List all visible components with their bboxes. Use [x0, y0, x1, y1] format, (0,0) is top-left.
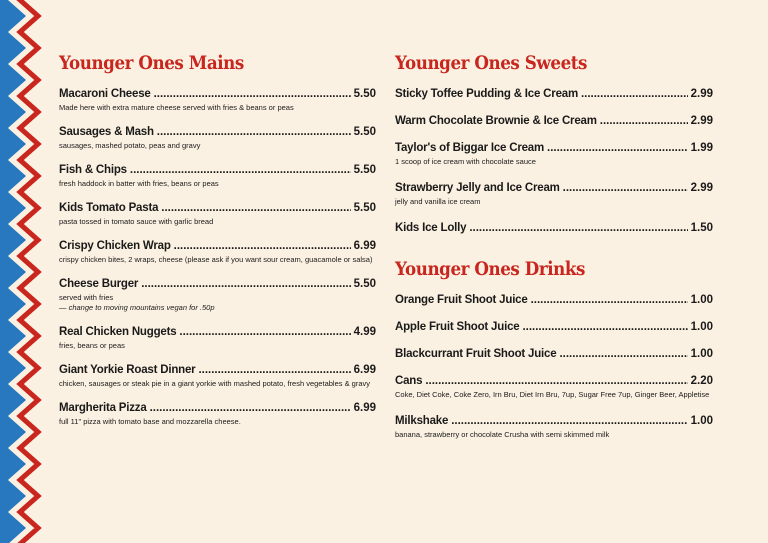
leader-dots [559, 348, 687, 360]
menu-item [59, 88, 376, 113]
menu-item-row [59, 278, 376, 290]
item-name: Kids Ice Lolly [395, 222, 467, 234]
menu-item [59, 164, 376, 189]
menu-item [59, 326, 376, 351]
item-name: Sticky Toffee Pudding & Ice Cream [395, 88, 578, 100]
leader-dots [161, 202, 350, 214]
menu-item-row [395, 88, 713, 100]
item-price: 6.99 [353, 402, 376, 414]
menu-item [395, 415, 713, 440]
item-price: 6.99 [353, 364, 376, 376]
item-price: 1.99 [690, 142, 713, 154]
menu-item [395, 294, 713, 306]
item-name: Apple Fruit Shoot Juice [395, 321, 520, 333]
menu-item [395, 321, 713, 333]
menu-item-row [395, 321, 713, 333]
leader-dots [154, 88, 351, 100]
menu-item [395, 115, 713, 127]
drinks-section [395, 294, 713, 440]
item-price: 2.20 [690, 375, 713, 387]
menu-item-row [59, 364, 376, 376]
menu-item-row [59, 126, 376, 138]
menu-item-row [395, 415, 713, 427]
item-price: 5.50 [353, 202, 376, 214]
leader-dots [451, 415, 687, 427]
menu-item-row [395, 142, 713, 154]
mains-section [59, 52, 376, 440]
item-price: 1.00 [690, 348, 713, 360]
item-description: Made here with extra mature cheese served with fries & beans or peas [59, 103, 294, 112]
item-price: 2.99 [690, 115, 713, 127]
sweets-title: Younger Ones Sweets [395, 52, 588, 74]
item-price: 1.50 [690, 222, 713, 234]
item-price: 6.99 [353, 240, 376, 252]
drinks-title: Younger Ones Drinks [395, 258, 585, 280]
item-note: — change to moving mountains vegan for .50p [59, 303, 215, 312]
item-name: Taylor's of Biggar Ice Cream [395, 142, 545, 154]
item-description: sausages, mashed potato, peas and gravy [59, 141, 201, 150]
menu-item [59, 126, 376, 151]
leader-dots [425, 375, 687, 387]
menu-item-row [395, 115, 713, 127]
menu-item [395, 222, 713, 234]
item-price: 2.99 [690, 88, 713, 100]
item-name: Warm Chocolate Brownie & Ice Cream [395, 115, 597, 127]
item-description: banana, strawberry or chocolate Crusha with semi skimmed milk [395, 430, 610, 439]
item-price: 5.50 [353, 126, 376, 138]
item-price: 1.00 [690, 294, 713, 306]
item-name: Milkshake [395, 415, 449, 427]
item-description: crispy chicken bites, 2 wraps, cheese (please ask if you want sour cream, guacamole or salsa) [59, 255, 373, 264]
leader-dots [141, 278, 350, 290]
item-description: jelly and vanilla ice cream [395, 197, 481, 206]
menu-item [59, 364, 376, 389]
menu-item-row [59, 202, 376, 214]
menu-item [59, 278, 376, 313]
leader-dots [157, 126, 351, 138]
mains-title: Younger Ones Mains [59, 52, 244, 74]
zigzag-border-decoration [0, 0, 60, 543]
leader-dots [174, 240, 351, 252]
item-name: Cheese Burger [59, 278, 139, 290]
item-name: Margherita Pizza [59, 402, 147, 414]
leader-dots [150, 402, 351, 414]
item-name: Cans [395, 375, 423, 387]
item-name: Kids Tomato Pasta [59, 202, 159, 214]
item-price: 1.00 [690, 415, 713, 427]
item-description: full 11" pizza with tomato base and mozzarella cheese. [59, 417, 241, 426]
item-price: 5.50 [353, 164, 376, 176]
menu-item-row [395, 375, 713, 387]
item-price: 5.50 [353, 88, 376, 100]
item-description: 1 scoop of ice cream with chocolate sauce [395, 157, 536, 166]
menu-item-row [59, 88, 376, 100]
item-name: Sausages & Mash [59, 126, 154, 138]
menu-item-row [59, 240, 376, 252]
item-description: chicken, sausages or steak pie in a giant yorkie with mashed potato, fresh vegetables & gravy [59, 379, 371, 388]
blue-zigzag [0, 0, 26, 543]
item-price: 4.99 [353, 326, 376, 338]
leader-dots [547, 142, 688, 154]
menu-item-row [59, 164, 376, 176]
item-name: Giant Yorkie Roast Dinner [59, 364, 196, 376]
menu-item [395, 375, 713, 400]
menu-item-row [395, 348, 713, 360]
item-price: 5.50 [353, 278, 376, 290]
menu-item [395, 182, 713, 207]
item-name: Macaroni Cheese [59, 88, 151, 100]
menu-item-row [395, 222, 713, 234]
item-name: Crispy Chicken Wrap [59, 240, 171, 252]
menu-item [59, 240, 376, 265]
menu-item-row [59, 402, 376, 414]
menu-item [395, 142, 713, 167]
leader-dots [522, 321, 687, 333]
leader-dots [531, 294, 688, 306]
leader-dots [469, 222, 687, 234]
leader-dots [130, 164, 351, 176]
menu-item [395, 88, 713, 100]
menu-item-row [395, 294, 713, 306]
item-price: 1.00 [690, 321, 713, 333]
item-description: fresh haddock in batter with fries, beans or peas [59, 179, 219, 188]
menu-item-row [395, 182, 713, 194]
menu-item-row [59, 326, 376, 338]
leader-dots [581, 88, 688, 100]
menu-item [395, 348, 713, 360]
menu-item [59, 202, 376, 227]
item-name: Blackcurrant Fruit Shoot Juice [395, 348, 557, 360]
item-name: Orange Fruit Shoot Juice [395, 294, 528, 306]
item-description: fries, beans or peas [59, 341, 125, 350]
sweets-drinks-column [395, 52, 713, 455]
leader-dots [600, 115, 688, 127]
item-name: Real Chicken Nuggets [59, 326, 177, 338]
item-description: pasta tossed in tomato sauce with garlic bread [59, 217, 214, 226]
item-description: served with fries [59, 293, 114, 302]
leader-dots [179, 326, 350, 338]
leader-dots [198, 364, 350, 376]
item-description: Coke, Diet Coke, Coke Zero, Irn Bru, Diet Irn Bru, 7up, Sugar Free 7up, Ginger Beer, Appletise [395, 390, 710, 399]
item-name: Fish & Chips [59, 164, 127, 176]
item-name: Strawberry Jelly and Ice Cream [395, 182, 560, 194]
leader-dots [563, 182, 688, 194]
sweets-section [395, 88, 713, 234]
item-price: 2.99 [690, 182, 713, 194]
menu-item [59, 402, 376, 427]
